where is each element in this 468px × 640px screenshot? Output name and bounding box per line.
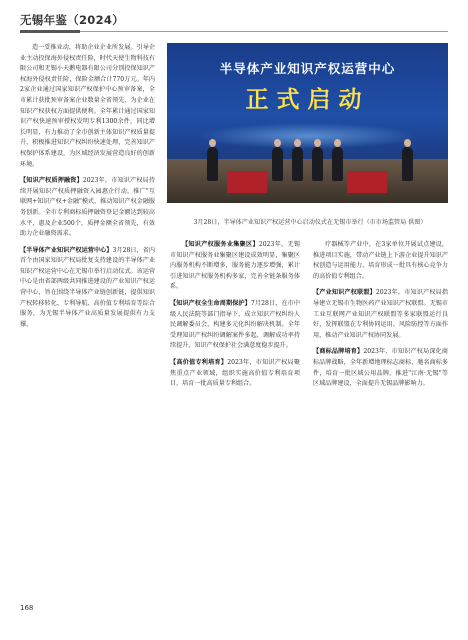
section-heading: 【知识产权服务业集聚区】 [182, 241, 259, 248]
paragraph-text: 3月28日，省内首个由国家知识产权局批复支持建设的半导体产业知识产权运营中心在无锡市举行启动仪式。该运营中心是由省部两级共同推进建设的产业知识产权运营中心，旨在围绕半导体产业链创新链，提供知识产权转移转化、专利导航、高价值专利培育等综合服务，为无锡半导体产业高质量发展提供有力支撑。 [20, 246, 155, 328]
text-column-1 [20, 43, 155, 330]
launch-ceremony-photo [167, 43, 448, 203]
person-figure [207, 147, 218, 181]
person-figure [292, 147, 303, 181]
paragraph-text: 造一妥推业动，将助企业企业所发展。引导企业主动投保海外侵权责任险，时代天使生物科技有限公司和无锡小天鹅电器有限公司分别投保知识产权海外侵权责任险，保险金额合计770万元。年内2家企业通过国家知识产权保护中心预审备案，全市累计获批预审备案企业数量全省领先，为企业在知识产权获权方面提供便利。全年累计通过国家知识产权快速预审授权发明专利1300余件，同比增长明显，有力推动了全市创新主体知识产权质量提升，积极推进知识产权纠纷快速处理，完善知识产权保护体系建设，为区域经济发展营造良好的创新环境。 [20, 44, 155, 168]
text-column-3 [313, 240, 448, 390]
person-figure [332, 147, 343, 181]
stage-light [197, 123, 418, 149]
banner-title: 半导体产业知识产权运营中心 [219, 61, 396, 76]
paragraph-text: 2023年，市知识产权局指导建立无锡市生物医药产业知识产权联盟。无锡市工业互联网产业知识产权联盟等多家联盟运行良好，发挥联盟在专利协同运用、风险防控等方面作用，推动产业知识产权协同发展。 [313, 289, 448, 339]
paragraph [313, 288, 448, 341]
paragraph [20, 246, 155, 331]
page-number: 168 [20, 604, 34, 612]
text-column-2 [170, 240, 300, 390]
paragraph [170, 299, 300, 352]
section-heading: 【知识产权质押融资】 [20, 177, 83, 185]
header-accent-bar [20, 30, 80, 33]
section-heading: 【半导体产业知识产权运营中心】 [20, 246, 113, 254]
banner-main-text: 正式启动 [245, 87, 370, 113]
person-figure [312, 147, 323, 181]
paragraph [20, 176, 155, 240]
section-heading: 【产业知识产权联盟】 [313, 289, 376, 297]
paragraph-text: 疗器械等产业中，在3家单位开展试点建设，推进项目实施，带动产业链上下游企业提升知识产权创造与运用能力，培育形成一批具有核心竞争力的高价值专利组合。 [313, 241, 448, 280]
paragraph-text: 2023年，市知识产权局聚焦重点产业领域，组织实施高价值专利培育项目，培育一批高质量专利组合。 [170, 358, 301, 388]
paragraph [170, 358, 300, 390]
person-figure [402, 147, 413, 181]
section-heading: 【商标品牌培育】 [313, 348, 364, 356]
paragraph [20, 43, 155, 170]
paragraph [313, 240, 448, 282]
paragraph-text: 2023年，市知识产权局持续开展知识产权质押融资入园惠企行动，推广"互联网+知识产权+金融"模式，推动知识产权金融服务创新。全市专利商标质押融资登记金额达到较高水平，惠及企业500个，质押金额全省领先，有效助力企业融资需求。 [20, 177, 155, 238]
podium [227, 171, 267, 193]
header-rule [20, 31, 448, 32]
paragraph-text: 2023年，无锡市知识产权服务业集聚区建设成效明显，集聚区内服务机构不断增多，服务能力逐步增强，累计引进知识产权服务机构多家，完善全链条服务体系。 [170, 241, 301, 291]
paragraph-text: 7月28日，在市中级人民法院等部门指导下，成立知识产权纠纷人民调解委员会，构建多元化纠纷解决机制。全年受理知识产权纠纷调解案件多起，调解成功率持续提升，知识产权保护社会满意度稳步提升。 [170, 299, 301, 350]
podium [347, 171, 387, 193]
section-heading: 【知识产权全生命周期保护】 [170, 299, 251, 307]
photo-caption: 3月28日，半导体产业知识产权运营中心启动仪式在无锡市举行（市市场监管局 供图） [193, 219, 427, 226]
person-figure [272, 147, 283, 181]
yearbook-header: 无锡年鉴（2024） [20, 13, 125, 27]
paragraph [313, 347, 448, 389]
paragraph-text: 2023年，市知识产权局深化商标品牌战略，全年新增地理标志商标、驰名商标多件，培育一批区域公用品牌，推进"江南·无锡"等区域品牌建设，全面提升无锡品牌影响力。 [313, 348, 448, 388]
paragraph [170, 240, 300, 293]
section-heading: 【高价值专利培育】 [170, 358, 228, 366]
